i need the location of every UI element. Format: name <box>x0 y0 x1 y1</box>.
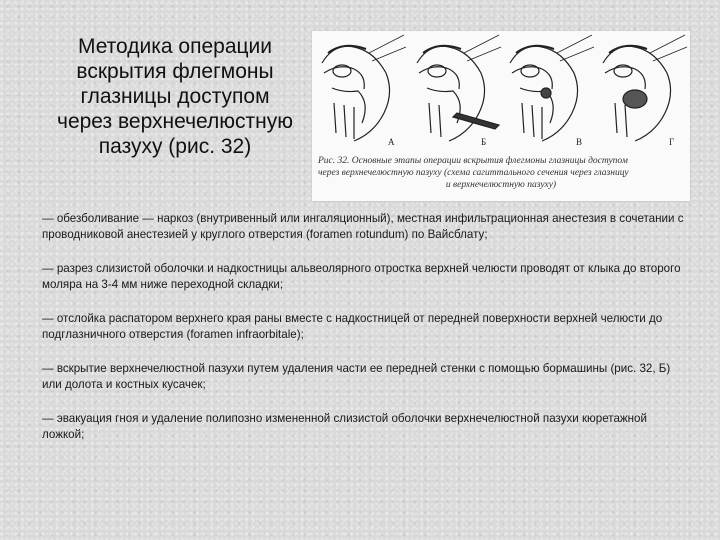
step-paragraph: — эвакуация гноя и удаление полипозно измененной слизистой оболочки верхнечелюстной пазухи кюретажной ложкой; <box>42 412 647 441</box>
title-line: пазуху (рис. 32) <box>98 135 252 158</box>
figure-32 <box>312 31 690 201</box>
slide-title <box>40 34 310 159</box>
title-line: через верхнечелюстную <box>57 110 293 133</box>
panel-c-drawing <box>510 35 594 141</box>
procedure-steps <box>42 211 692 461</box>
title-line: Методика операции <box>77 35 273 58</box>
step-paragraph: — вскрытие верхнечелюстной пазухи путем удаления части ее передней стенки с помощью бормашины (рис. 32, Б) или долота и костных кусачек; <box>42 362 671 391</box>
surgery-scheme-illustration <box>314 33 688 153</box>
panel-label: А <box>388 137 395 147</box>
step-paragraph: — разрез слизистой оболочки и надкостницы альвеолярного отростка верхней челюсти проводят от клыка до второго моляра на 3-4 мм ниже переходной складки; <box>42 262 681 291</box>
caption-line: Рис. 32. Основные этапы операции вскрытия флегмоны глазницы доступом <box>318 156 628 166</box>
title-line: вскрытия флегмоны <box>76 60 274 83</box>
panel-label: В <box>576 137 583 147</box>
step-paragraph: — обезболивание — наркоз (внутривенный или ингаляционный), местная инфильтрационная анестезия в сочетании с проводниковой анестезией у круглого отверстия (foramen rotundum) по Вайсблату; <box>42 212 684 241</box>
panel-b-drawing <box>417 35 501 141</box>
panel-a-drawing <box>322 35 406 141</box>
panel-label: Г <box>669 137 675 147</box>
panel-d-drawing <box>603 35 687 141</box>
step-paragraph: — отслойка распатором верхнего края раны вместе с надкостницей от передней поверхности верхней челюсти до подглазничного отверстия (foramen infraorbitale); <box>42 312 663 341</box>
caption-line: и верхнечелюстную пазуху) <box>445 180 557 190</box>
caption-line: через верхнечелюстную пазуху (схема сагиттального сечения через глазницу <box>318 168 629 178</box>
figure-caption <box>318 155 684 191</box>
title-line: глазницы доступом <box>80 85 270 108</box>
panel-label: Б <box>481 137 487 147</box>
